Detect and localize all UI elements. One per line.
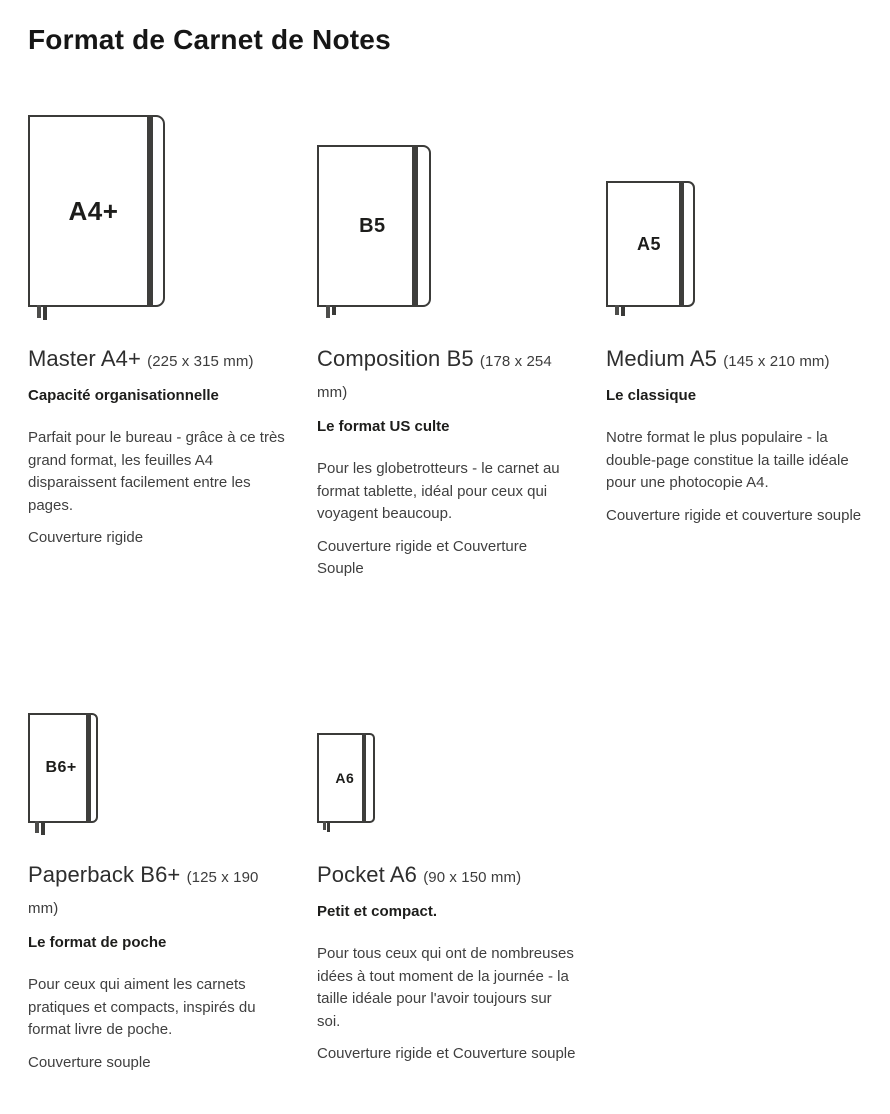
format-card-b6plus xyxy=(28,713,317,1074)
format-name xyxy=(28,345,287,376)
notebook-graphic-a6 xyxy=(317,733,375,823)
format-dimensions: (178 x 254 mm) xyxy=(317,353,552,401)
format-name-text: Composition B5 xyxy=(317,346,474,371)
elastic-band xyxy=(147,115,153,307)
format-name xyxy=(28,861,287,923)
format-card-a4plus xyxy=(28,115,317,713)
format-name-text: Master A4+ xyxy=(28,346,141,371)
format-name-text: Pocket A6 xyxy=(317,862,417,887)
bookmark-ribbon xyxy=(41,821,45,835)
notebook-format-label: B6+ xyxy=(45,759,77,776)
bookmark-ribbon xyxy=(332,305,336,315)
format-name-text: Paperback B6+ xyxy=(28,862,181,887)
notebook-illustration xyxy=(28,115,287,307)
bookmark-ribbon xyxy=(37,305,41,318)
format-dimensions: (90 x 150 mm) xyxy=(423,869,522,886)
notebook-graphic-a4plus xyxy=(28,115,165,307)
format-name xyxy=(317,861,576,892)
notebook-graphic-b5 xyxy=(317,145,431,307)
format-card-b5 xyxy=(317,115,606,713)
format-tagline: Le classique xyxy=(606,387,697,404)
elastic-band xyxy=(86,713,91,823)
notebook-format-label: A4+ xyxy=(68,195,119,226)
notebook-illustration xyxy=(28,713,287,823)
format-dimensions: (145 x 210 mm) xyxy=(723,353,830,370)
format-cover-info: Couverture rigide et couverture souple xyxy=(606,506,862,524)
format-description: Parfait pour le bureau - grâce à ce très grand format, les feuilles A4 disparaissent facilement entre les pages. xyxy=(28,429,285,514)
bookmark-ribbon xyxy=(327,821,330,832)
bookmark-ribbon xyxy=(43,305,47,320)
format-card-a6 xyxy=(317,713,606,1074)
notebook-illustration xyxy=(317,713,576,823)
bookmark-ribbon xyxy=(621,305,625,316)
bookmark-ribbon xyxy=(35,821,39,833)
format-tagline: Petit et compact. xyxy=(317,903,438,920)
format-description: Pour ceux qui aiment les carnets pratiques et compacts, inspirés du format livre de poche. xyxy=(28,976,256,1038)
format-card-a5 xyxy=(606,115,890,713)
format-name-text: Medium A5 xyxy=(606,346,717,371)
bookmark-ribbon xyxy=(326,305,330,318)
format-tagline: Capacité organisationnelle xyxy=(28,387,219,404)
format-tagline: Le format US culte xyxy=(317,418,450,435)
notebook-graphic-b6plus xyxy=(28,713,98,823)
elastic-band xyxy=(362,733,366,823)
format-cards-grid xyxy=(28,115,890,1074)
format-cover-info: Couverture rigide et Couverture Souple xyxy=(317,537,528,577)
format-dimensions: (125 x 190 mm) xyxy=(28,869,259,917)
format-name xyxy=(606,345,865,376)
format-description: Notre format le plus populaire - la double-page constitue la taille idéale pour une photocopie A4. xyxy=(606,429,849,491)
bookmark-ribbon xyxy=(615,305,619,315)
format-tagline: Le format de poche xyxy=(28,934,167,951)
notebook-format-label: A6 xyxy=(335,770,355,786)
format-cover-info: Couverture rigide et Couverture souple xyxy=(317,1045,576,1062)
format-cover-info: Couverture souple xyxy=(28,1053,151,1071)
page-title: Format de Carnet de Notes xyxy=(28,24,391,55)
format-description: Pour les globetrotteurs - le carnet au format tablette, idéal pour ceux qui voyagent beaucoup. xyxy=(317,460,560,522)
notebook-format-label: B5 xyxy=(359,214,386,237)
format-description: Pour tous ceux qui ont de nombreuses idées à tout moment de la journée - la taille idéale pour l'avoir toujours sur soi. xyxy=(317,945,574,1030)
format-cover-info: Couverture rigide xyxy=(28,529,144,546)
format-dimensions: (225 x 315 mm) xyxy=(147,353,254,370)
format-name xyxy=(317,345,576,407)
elastic-band xyxy=(412,145,418,307)
notebook-illustration xyxy=(606,115,865,307)
notebook-format-label: A5 xyxy=(637,233,662,254)
elastic-band xyxy=(679,181,684,307)
notebook-illustration xyxy=(317,115,576,307)
notebook-graphic-a5 xyxy=(606,181,695,307)
bookmark-ribbon xyxy=(323,821,326,830)
